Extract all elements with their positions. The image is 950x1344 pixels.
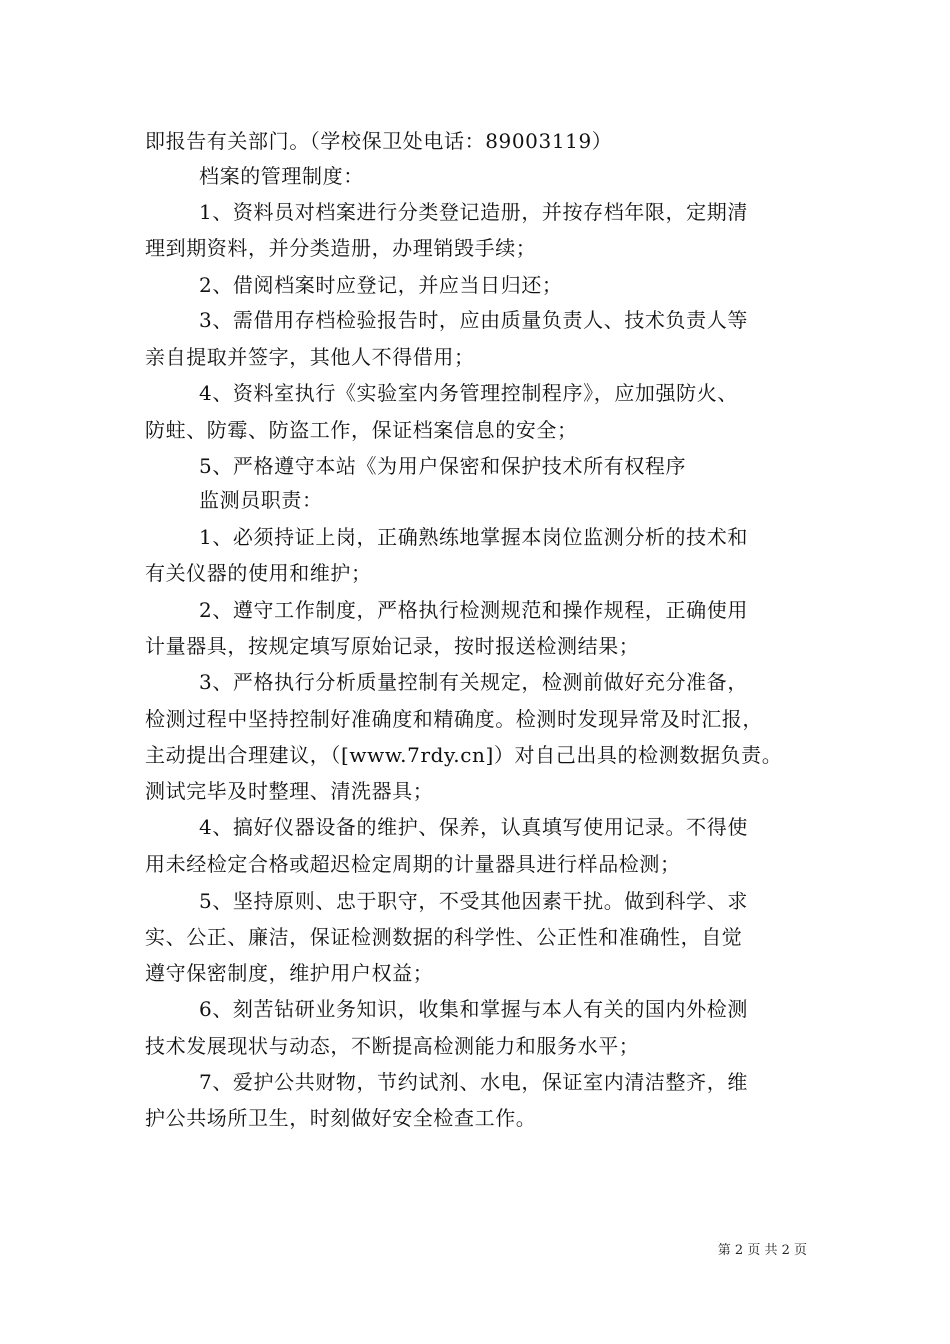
text-line: 计量器具，按规定填写原始记录，按时报送检测结果； <box>145 634 640 658</box>
text-line: 2、借阅档案时应登记，并应当日归还； <box>199 273 563 297</box>
text-line: 6、刻苦钻研业务知识，收集和掌握与本人有关的国内外检测 <box>199 997 748 1021</box>
text-line: 实、公正、廉洁，保证检测数据的科学性、公正性和准确性，自觉 <box>145 925 743 949</box>
text-line: 主动提出合理建议，（[www.7rdy.cn]）对自己出具的检测数据负责。 <box>145 743 783 767</box>
text-line: 亲自提取并签字，其他人不得借用； <box>145 345 475 369</box>
section-heading: 监测员职责： <box>199 488 323 512</box>
text-line: 检测过程中坚持控制好准确度和精确度。检测时发现异常及时汇报， <box>145 707 763 731</box>
text-line: 1、必须持证上岗，正确熟练地掌握本岗位监测分析的技术和 <box>199 525 748 549</box>
text-line: 技术发展现状与动态，不断提高检测能力和服务水平； <box>145 1034 640 1058</box>
text-line: 有关仪器的使用和维护； <box>145 561 372 585</box>
text-line: 1、资料员对档案进行分类登记造册，并按存档年限，定期清 <box>199 200 748 224</box>
text-line: 理到期资料，并分类造册，办理销毁手续； <box>145 236 537 260</box>
text-line: 5、严格遵守本站《为用户保密和保护技术所有权程序 <box>199 454 687 478</box>
text-line: 护公共场所卫生，时刻做好安全检查工作。 <box>145 1106 537 1130</box>
text-line: 4、资料室执行《实验室内务管理控制程序》，应加强防火、 <box>199 381 738 405</box>
text-line: 防蛀、防霉、防盗工作，保证档案信息的安全； <box>145 418 578 442</box>
text-line: 5、坚持原则、忠于职守，不受其他因素干扰。做到科学、求 <box>199 889 748 913</box>
text-line: 3、需借用存档检验报告时，应由质量负责人、技术负责人等 <box>199 308 748 332</box>
text-line: 测试完毕及时整理、清洗器具； <box>145 779 434 803</box>
text-line: 4、搞好仪器设备的维护、保养，认真填写使用记录。不得使 <box>199 815 748 839</box>
text-line: 3、严格执行分析质量控制有关规定，检测前做好充分准备， <box>199 670 748 694</box>
page-number-footer: 第 2 页 共 2 页 <box>717 1243 807 1258</box>
section-heading: 档案的管理制度： <box>199 164 364 188</box>
text-line: 遵守保密制度，维护用户权益； <box>145 961 434 985</box>
text-line: 用未经检定合格或超迟检定周期的计量器具进行样品检测； <box>145 852 681 876</box>
text-line: 7、爱护公共财物，节约试剂、水电，保证室内清洁整齐，维 <box>199 1070 748 1094</box>
text-line: 2、遵守工作制度，严格执行检测规范和操作规程，正确使用 <box>199 598 748 622</box>
text-line: 即报告有关部门。（学校保卫处电话：89003119） <box>145 129 613 153</box>
